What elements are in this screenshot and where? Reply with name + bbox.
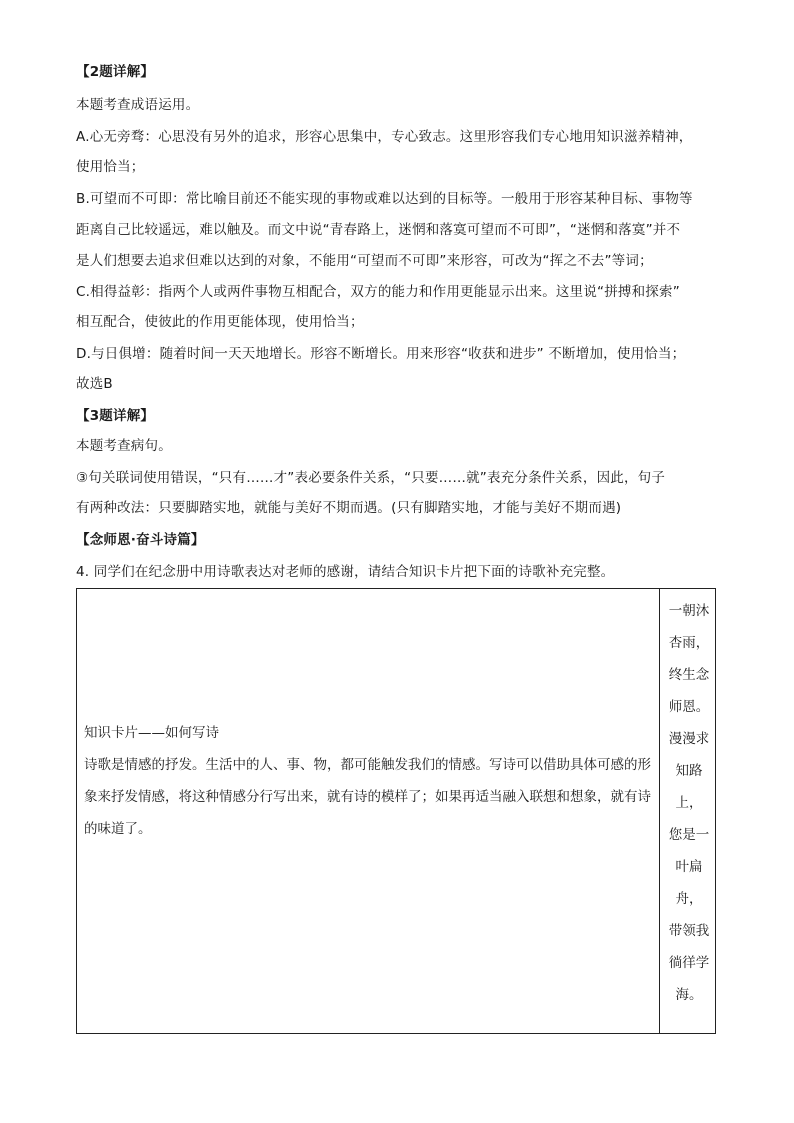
- paragraph: 相互配合，使彼此的作用更能体现，使用恰当；: [76, 314, 364, 330]
- poem-line: 知路: [675, 763, 703, 779]
- poem-line: 上，: [675, 795, 703, 811]
- poem-line: 舟，: [675, 891, 703, 907]
- column-divider: [659, 589, 660, 1033]
- paragraph: ③句关联词使用错误，“只有……才”表必要条件关系，“只要……就”表充分条件关系，因此，句子: [76, 470, 666, 486]
- paragraph: 使用恰当；: [76, 159, 145, 175]
- paragraph: 故选B: [76, 376, 113, 392]
- poem-line: 漫漫求: [668, 731, 710, 747]
- paragraph: C.相得益彰：指两个人或两件事物互相配合，双方的能力和作用更能显示出来。这里说“拼搏和探索”: [76, 284, 680, 300]
- poem-line: 一朝沐: [668, 603, 710, 619]
- poem-line: 您是一: [668, 827, 710, 843]
- paragraph: B.可望而不可即：常比喻目前还不能实现的事物或难以达到的目标等。一般用于形容某种目标、事物等: [76, 191, 693, 207]
- knowledge-card-body: 诗歌是情感的抒发。生活中的人、事、物，都可能触发我们的情感。写诗可以借助具体可感的形象来抒发情感，将这种情感分行写出来，就有诗的模样了；如果再适当融入联想和想象，就有诗的味道了。: [84, 757, 651, 837]
- section-heading-q3: 【3题详解】: [76, 408, 155, 424]
- poem-line: 终生念: [668, 667, 710, 683]
- paragraph: 有两种改法：只要脚踏实地，就能与美好不期而遇。(只有脚踏实地，才能与美好不期而遇): [76, 500, 622, 516]
- paragraph: 是人们想要去追求但难以达到的对象，不能用“可望而不可即”来形容，可改为“挥之不去”等词；: [76, 253, 653, 269]
- poem-line: 叶扁: [675, 859, 703, 875]
- poem-line: 带领我: [668, 923, 710, 939]
- knowledge-card: [84, 723, 654, 845]
- section-heading-q2: 【2题详解】: [76, 64, 155, 80]
- paragraph: 本题考查病句。: [76, 438, 172, 454]
- question-4: 4. 同学们在纪念册中用诗歌表达对老师的感谢，请结合知识卡片把下面的诗歌补充完整。: [76, 564, 615, 580]
- paragraph: 距离自己比较遥远，难以触及。而文中说“青春路上，迷惘和落寞可望而不可即”，“迷惘和落寞”并不: [76, 222, 681, 238]
- poem-line: 师恩。: [668, 699, 710, 715]
- paragraph: A.心无旁骛：心思没有另外的追求，形容心思集中，专心致志。这里形容我们专心地用知识滋养精神，: [76, 129, 693, 145]
- paragraph: 本题考查成语运用。: [76, 97, 200, 113]
- poem-line: 徜徉学: [668, 955, 710, 971]
- knowledge-card-title: 知识卡片——如何写诗: [84, 725, 219, 741]
- poem-line: 海。: [675, 987, 703, 1003]
- knowledge-card-table: [76, 588, 716, 1034]
- section-heading-theme: 【念师恩·奋斗诗篇】: [76, 532, 205, 548]
- paragraph: D.与日俱增：随着时间一天天地增长。形容不断增长。用来形容“收获和进步” 不断增加，使用恰当；: [76, 346, 686, 362]
- poem-line: 杏雨，: [668, 635, 710, 651]
- poem-column: [663, 595, 715, 1011]
